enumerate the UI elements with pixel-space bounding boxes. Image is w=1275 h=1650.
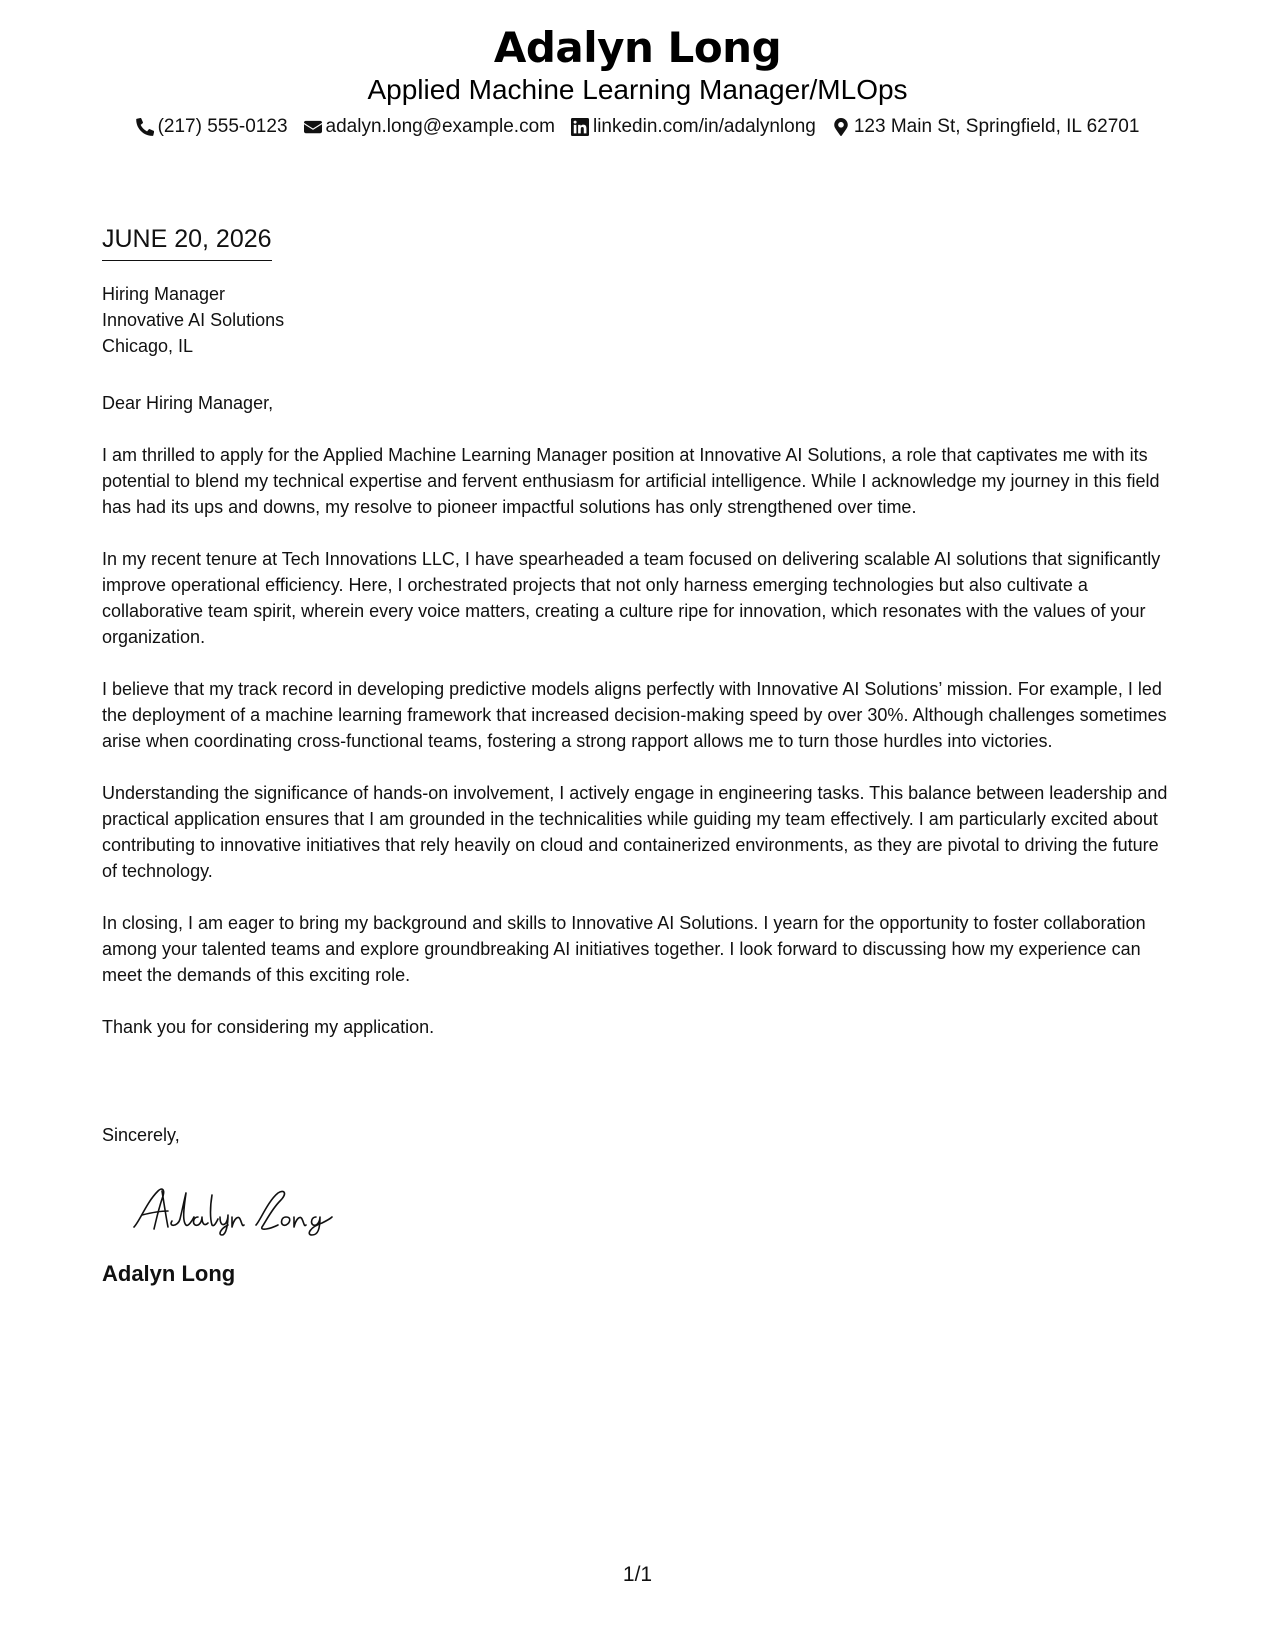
contact-linkedin xyxy=(571,114,816,140)
contact-email xyxy=(304,114,555,140)
body-paragraph: In my recent tenure at Tech Innovations LLC, I have spearheaded a team focused on delivering scalable AI solutions that significantly improve operational efficiency. Here, I orchestrated projects that not only harness emerging technologies but also cultivate a collaborative team spirit, wherein every voice matters, creating a culture ripe for innovation, which resonates with the values of your organization. xyxy=(102,549,1161,647)
contact-phone xyxy=(136,114,288,140)
letter-header xyxy=(0,22,1275,140)
recipient-block xyxy=(102,281,284,359)
signer-name: Adalyn Long xyxy=(102,1261,236,1286)
letter-date: JUNE 20, 2026 xyxy=(102,222,272,261)
page-number: 1/1 xyxy=(622,1563,653,1586)
map-pin-icon xyxy=(832,118,850,136)
recipient-line: Hiring Manager xyxy=(102,284,226,304)
linkedin-icon xyxy=(571,118,589,136)
recipient-line: Chicago, IL xyxy=(102,336,194,356)
body-paragraph: Understanding the significance of hands-on involvement, I actively engage in engineering tasks. This balance between leadership and practical application ensures that I am grounded in the technicalities while guiding my team effectively. I am particularly excited about contributing to innovative initiatives that rely heavily on cloud and containerized environments, as they are pivotal to driving the future of technology. xyxy=(102,783,1168,881)
salutation: Dear Hiring Manager, xyxy=(102,393,274,413)
handwritten-signature xyxy=(128,1181,338,1237)
body-paragraph: I believe that my track record in developing predictive models aligns perfectly with Innovative AI Solutions’ mission. For example, I led the deployment of a machine learning framework that increased decision-making speed by over 30%. Although challenges sometimes arise when coordinating cross-functional teams, fostering a strong rapport allows me to turn those hurdles into victories. xyxy=(102,679,1167,751)
phone-icon xyxy=(136,118,154,136)
contact-phone-text: (217) 555-0123 xyxy=(157,116,288,137)
closing: Sincerely, xyxy=(102,1125,180,1145)
applicant-name: Adalyn Long xyxy=(493,23,782,72)
contact-bar xyxy=(0,114,1275,140)
envelope-icon xyxy=(304,118,322,136)
contact-linkedin-text: linkedin.com/in/adalynlong xyxy=(592,116,816,137)
recipient-line: Innovative AI Solutions xyxy=(102,310,285,330)
signature-image xyxy=(128,1181,338,1237)
contact-address-text: 123 Main St, Springfield, IL 62701 xyxy=(853,116,1140,137)
contact-address xyxy=(832,114,1140,140)
body-paragraph: I am thrilled to apply for the Applied Machine Learning Manager position at Innovative AI Solutions, a role that captivates me with its potential to blend my technical expertise and fervent enthusiasm for artificial intelligence. While I acknowledge my journey in this field has had its ups and downs, my resolve to pioneer impactful solutions has only strengthened over time. xyxy=(102,445,1160,517)
contact-email-text: adalyn.long@example.com xyxy=(325,116,555,137)
letter-date-block xyxy=(102,222,272,261)
body-paragraph: Thank you for considering my application. xyxy=(102,1017,435,1037)
body-paragraph: In closing, I am eager to bring my background and skills to Innovative AI Solutions. I yearn for the opportunity to foster collaboration among your talented teams and explore groundbreaking AI initiatives together. I look forward to discussing how my experience can meet the demands of this exciting role. xyxy=(102,913,1146,985)
letter-body xyxy=(102,390,1177,1066)
applicant-job-title: Applied Machine Learning Manager/MLOps xyxy=(367,74,908,105)
